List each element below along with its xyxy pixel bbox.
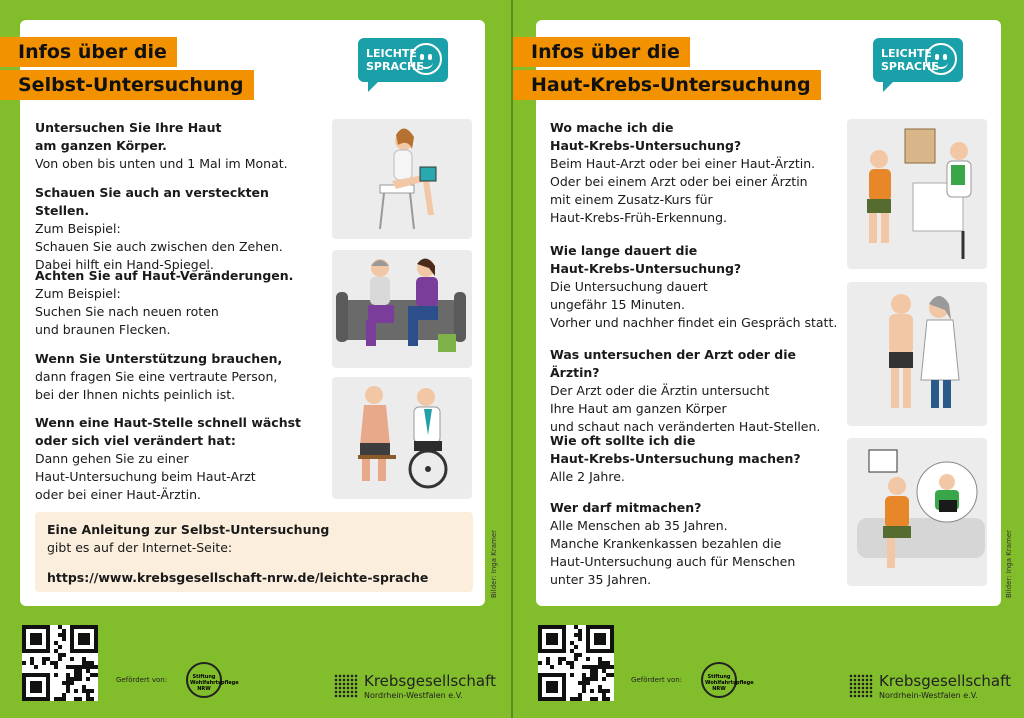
body: Haut-Untersuchung beim Haut-Arzt bbox=[35, 469, 256, 484]
right-section-4 bbox=[550, 432, 845, 486]
image-credit: Bilder: Inga Kramer bbox=[1005, 529, 1013, 598]
left-section-5 bbox=[35, 414, 325, 504]
info-body: gibt es auf der Internet-Seite: bbox=[47, 540, 233, 555]
badge-label: LEICHTE SPRACHE bbox=[881, 47, 939, 73]
body: Beim Haut-Arzt oder bei einer Haut-Ärztin. bbox=[550, 156, 816, 171]
body: Ihre Haut am ganzen Körper bbox=[550, 401, 727, 416]
stiftung-logo bbox=[186, 662, 239, 698]
kg-name: Krebsgesellschaft bbox=[364, 672, 497, 690]
left-page bbox=[0, 0, 511, 718]
left-section-1 bbox=[35, 119, 325, 173]
body: Suchen Sie nach neuen roten bbox=[35, 304, 219, 319]
body: Schauen Sie auch zwischen den Zehen. bbox=[35, 239, 283, 254]
heading: Wer darf mitmachen? bbox=[550, 500, 702, 515]
body: Haut-Untersuchung auch für Menschen bbox=[550, 554, 796, 569]
kg-name: Krebsgesellschaft bbox=[879, 672, 1012, 690]
heading: Achten Sie auf Haut-Veränderungen. bbox=[35, 268, 294, 283]
body: Haut-Krebs-Früh-Erkennung. bbox=[550, 210, 727, 225]
right-section-5 bbox=[550, 499, 845, 589]
leichte-sprache-badge bbox=[873, 38, 963, 82]
image-credit: Bilder: Inga Kramer bbox=[490, 529, 498, 598]
body: ungefähr 15 Minuten. bbox=[550, 297, 686, 312]
body: Vorher und nachher findet ein Gespräch statt. bbox=[550, 315, 838, 330]
illustration-doctor-in-wheelchair bbox=[332, 377, 472, 499]
right-section-3 bbox=[550, 346, 845, 436]
left-section-4 bbox=[35, 350, 325, 404]
body: unter 35 Jahren. bbox=[550, 572, 652, 587]
body: Der Arzt oder die Ärztin untersucht bbox=[550, 383, 770, 398]
right-section-2 bbox=[550, 242, 845, 332]
body: Zum Beispiel: bbox=[35, 286, 121, 301]
illustration-two-women-on-sofa bbox=[332, 250, 472, 368]
leichte-sprache-badge bbox=[358, 38, 448, 82]
kg-dots-icon bbox=[334, 674, 358, 698]
stiftung-logo-text: Stiftung Wohlfahrtspflege NRW bbox=[705, 674, 754, 692]
badge-label: LEICHTE SPRACHE bbox=[366, 47, 424, 73]
qr-code[interactable] bbox=[538, 625, 614, 701]
info-heading: Eine Anleitung zur Selbst-Untersuchung bbox=[47, 522, 330, 537]
right-page bbox=[513, 0, 1024, 718]
heading: Schauen Sie auch an versteckten Stellen. bbox=[35, 185, 269, 218]
kg-sub: Nordrhein-Westfalen e.V. bbox=[879, 691, 978, 700]
illustration-woman-checking-leg bbox=[332, 119, 472, 239]
body: Zum Beispiel: bbox=[35, 221, 121, 236]
illustration-patient-at-dermatologist-desk bbox=[847, 119, 987, 269]
heading: Wo mache ich die bbox=[550, 120, 674, 135]
heading: Untersuchen Sie Ihre Haut bbox=[35, 120, 222, 135]
heading: Wenn eine Haut-Stelle schnell wächst bbox=[35, 415, 302, 430]
funded-by-label: Gefördert von: bbox=[631, 676, 683, 684]
smiley-icon bbox=[410, 43, 442, 75]
kg-dots-icon bbox=[849, 674, 873, 698]
right-section-1 bbox=[550, 119, 845, 227]
stiftung-logo bbox=[701, 662, 754, 698]
illustration-video-consultation bbox=[847, 438, 987, 586]
body: bei der Ihnen nichts peinlich ist. bbox=[35, 387, 236, 402]
heading: am ganzen Körper. bbox=[35, 138, 167, 153]
left-title-line1: Infos über die bbox=[0, 37, 177, 67]
left-section-3 bbox=[35, 267, 325, 339]
qr-code[interactable] bbox=[22, 625, 98, 701]
right-title-line1: Infos über die bbox=[513, 37, 690, 67]
smiley-icon bbox=[925, 43, 957, 75]
body: Alle Menschen ab 35 Jahren. bbox=[550, 518, 728, 533]
right-title-line2: Haut-Krebs-Untersuchung bbox=[513, 70, 821, 100]
kg-sub: Nordrhein-Westfalen e.V. bbox=[364, 691, 463, 700]
body: Dabei hilft ein Hand-Spiegel. bbox=[35, 257, 214, 272]
body: und schaut nach veränderten Haut-Stellen. bbox=[550, 419, 821, 434]
body: dann fragen Sie eine vertraute Person, bbox=[35, 369, 278, 384]
left-info-box bbox=[35, 512, 473, 592]
body: Die Untersuchung dauert bbox=[550, 279, 708, 294]
heading: Was untersuchen der Arzt oder die Ärztin? bbox=[550, 347, 796, 380]
body: oder bei einer Haut-Ärztin. bbox=[35, 487, 201, 502]
body: mit einem Zusatz-Kurs für bbox=[550, 192, 713, 207]
body: und braunen Flecken. bbox=[35, 322, 171, 337]
heading: Wenn Sie Unterstützung brauchen, bbox=[35, 351, 283, 366]
heading: Haut-Krebs-Untersuchung machen? bbox=[550, 451, 801, 466]
illustration-doctor-examining-patient bbox=[847, 282, 987, 426]
left-section-2 bbox=[35, 184, 325, 274]
funded-by-label: Gefördert von: bbox=[116, 676, 168, 684]
body: Dann gehen Sie zu einer bbox=[35, 451, 189, 466]
heading: Haut-Krebs-Untersuchung? bbox=[550, 261, 742, 276]
info-url-link[interactable]: https://www.krebsgesellschaft-nrw.de/leichte-sprache bbox=[47, 570, 429, 585]
heading: Wie oft sollte ich die bbox=[550, 433, 696, 448]
krebsgesellschaft-logo bbox=[334, 672, 504, 706]
krebsgesellschaft-logo bbox=[849, 672, 1019, 706]
body: Von oben bis unten und 1 Mal im Monat. bbox=[35, 156, 288, 171]
stiftung-logo-text: Stiftung Wohlfahrtspflege NRW bbox=[190, 674, 239, 692]
body: Alle 2 Jahre. bbox=[550, 469, 625, 484]
heading: oder sich viel verändert hat: bbox=[35, 433, 236, 448]
heading: Haut-Krebs-Untersuchung? bbox=[550, 138, 742, 153]
body: Manche Krankenkassen bezahlen die bbox=[550, 536, 782, 551]
body: Oder bei einem Arzt oder bei einer Ärztin bbox=[550, 174, 808, 189]
heading: Wie lange dauert die bbox=[550, 243, 698, 258]
left-title-line2: Selbst-Untersuchung bbox=[0, 70, 254, 100]
